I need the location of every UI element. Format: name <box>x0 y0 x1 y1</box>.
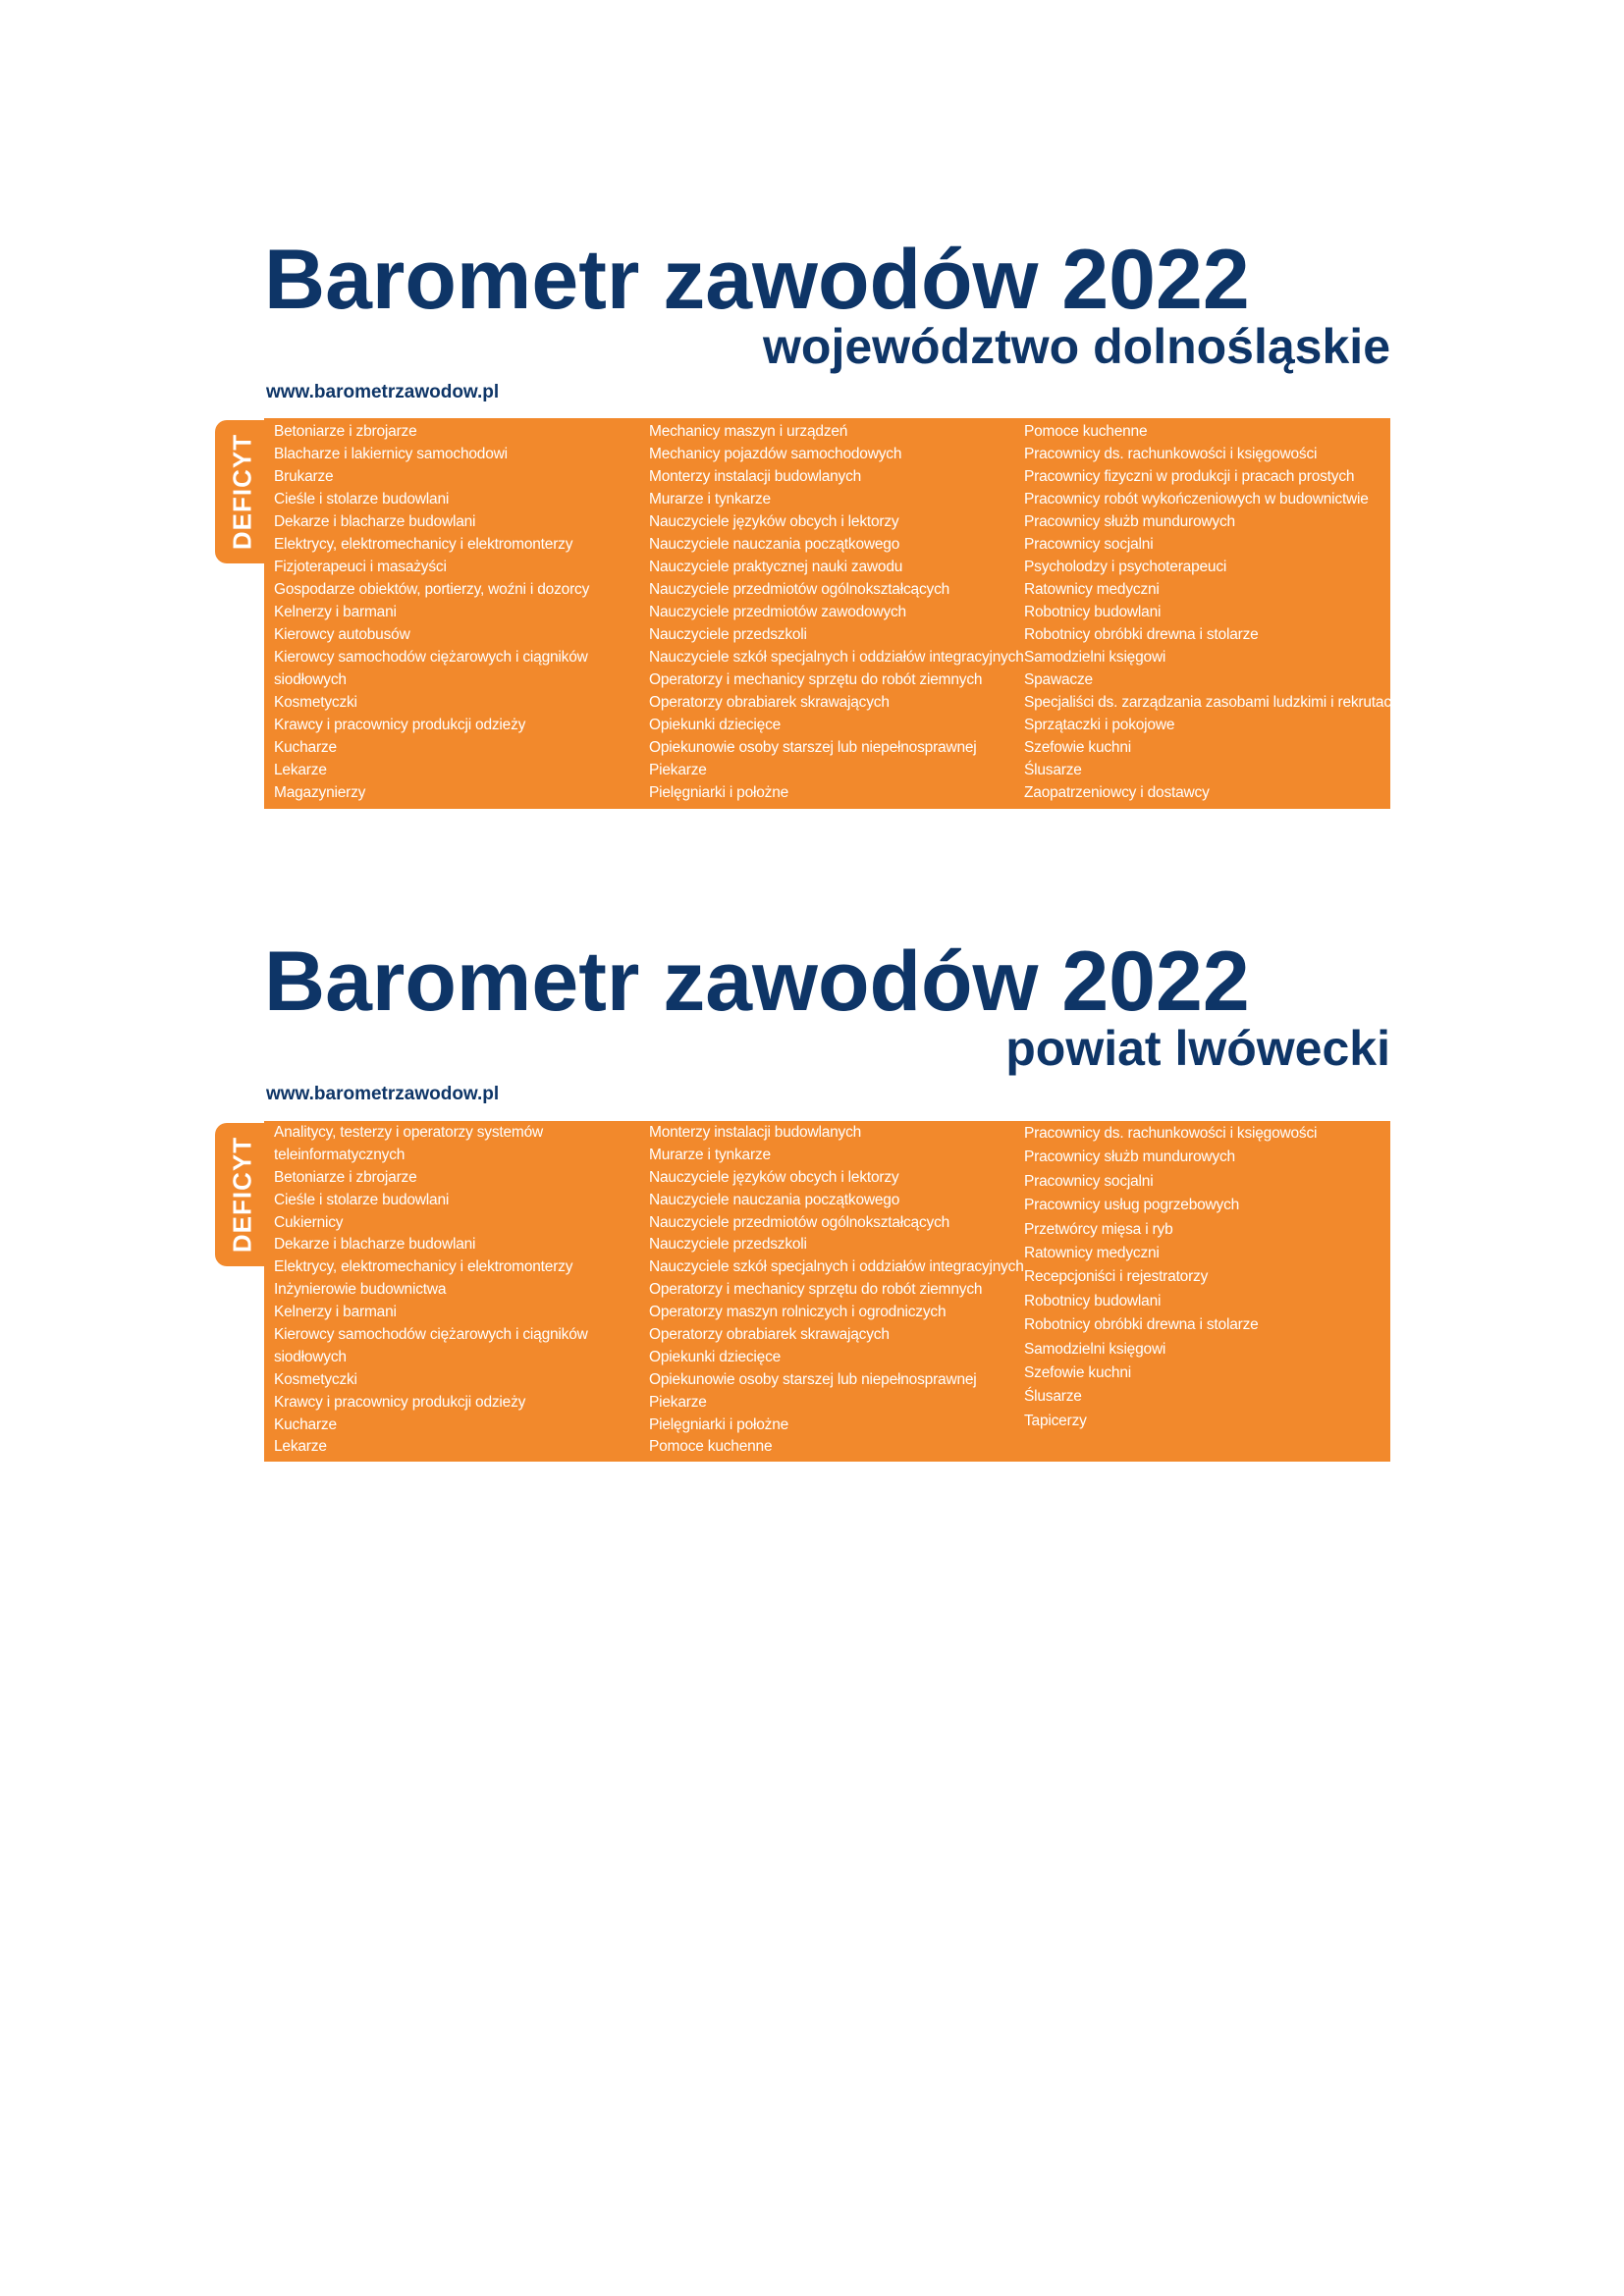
occupation-item: Ratownicy medyczni <box>1024 581 1160 598</box>
occupation-item: Operatorzy maszyn rolniczych i ogrodniczych <box>649 1304 947 1321</box>
occupation-item: Fizjoterapeuci i masażyści <box>274 559 447 575</box>
occupation-item: Ratownicy medyczni <box>1024 1244 1160 1261</box>
occupation-item: Kierowcy autobusów <box>274 626 410 643</box>
occupation-item: Cieśle i stolarze budowlani <box>274 1191 450 1208</box>
occupation-item: Ślusarze <box>1024 1388 1082 1406</box>
occupation-item: Nauczyciele szkół specjalnych i oddziałów integracyjnych <box>649 649 1024 666</box>
occupation-column-1 <box>274 1122 588 1459</box>
occupation-item: siodłowych <box>274 671 347 688</box>
occupation-item: Lekarze <box>274 1438 327 1456</box>
occupation-item: Kosmetyczki <box>274 694 357 711</box>
occupation-item: teleinformatycznych <box>274 1146 406 1163</box>
section-title: Barometr zawodów 2022 <box>264 233 1250 327</box>
occupation-item: Pracownicy służb mundurowych <box>1024 1148 1235 1166</box>
occupation-item: Pracownicy robót wykończeniowych w budownictwie <box>1024 491 1369 507</box>
deficit-panel <box>227 1121 1390 1462</box>
occupation-item: Nauczyciele przedszkoli <box>649 626 807 643</box>
barometer-section-voivodeship <box>227 226 1398 815</box>
deficit-tab <box>215 1123 270 1266</box>
occupation-item: Pracownicy socjalni <box>1024 536 1154 553</box>
occupation-item: Przetwórcy mięsa i ryb <box>1024 1220 1173 1238</box>
deficit-tab-label: DEFICYT <box>227 1136 257 1254</box>
occupation-item: Robotnicy budowlani <box>1024 604 1162 620</box>
section-subtitle: powiat lwówecki <box>1005 1021 1390 1076</box>
occupation-item: Pracownicy ds. rachunkowości i księgowości <box>1024 446 1318 462</box>
section-title: Barometr zawodów 2022 <box>264 934 1250 1029</box>
occupation-item: Operatorzy obrabiarek skrawających <box>649 1326 890 1344</box>
occupation-item: Robotnicy obróbki drewna i stolarze <box>1024 626 1259 643</box>
occupation-item: Piekarze <box>649 762 707 778</box>
occupation-item: Pracownicy fizyczni w produkcji i pracach prostych <box>1024 468 1355 485</box>
occupation-item: Nauczyciele nauczania początkowego <box>649 1191 900 1208</box>
occupation-item: Szefowie kuchni <box>1024 739 1132 756</box>
occupation-item: Kierowcy samochodów ciężarowych i ciągników <box>274 1326 588 1344</box>
occupation-item: Monterzy instalacji budowlanych <box>649 468 862 485</box>
website-url: www.barometrzawodow.pl <box>266 382 500 402</box>
occupation-item: Samodzielni księgowi <box>1024 649 1166 666</box>
occupation-item: Operatorzy i mechanicy sprzętu do robót ziemnych <box>649 671 983 688</box>
occupation-item: Opiekunki dziecięce <box>649 717 782 733</box>
occupation-item: Pracownicy socjalni <box>1024 1172 1154 1190</box>
occupation-item: Pomoce kuchenne <box>649 1438 773 1456</box>
occupation-item: Kierowcy samochodów ciężarowych i ciągników <box>274 649 588 666</box>
occupation-item: Sprzątaczki i pokojowe <box>1024 717 1175 733</box>
website-url: www.barometrzawodow.pl <box>266 1084 500 1104</box>
occupation-item: Elektrycy, elektromechanicy i elektromonterzy <box>274 1258 573 1276</box>
occupation-item: Mechanicy maszyn i urządzeń <box>649 423 848 440</box>
occupation-item: Opiekunowie osoby starszej lub niepełnosprawnej <box>649 739 977 756</box>
occupation-item: Elektrycy, elektromechanicy i elektromonterzy <box>274 536 573 553</box>
deficit-tab <box>215 420 270 563</box>
occupation-item: Cieśle i stolarze budowlani <box>274 491 450 507</box>
occupation-column-3 <box>1024 420 1397 804</box>
occupation-column-3 <box>1024 1122 1317 1433</box>
occupation-item: Pracownicy służb mundurowych <box>1024 513 1235 530</box>
occupation-item: Kucharze <box>274 739 337 756</box>
occupation-item: Psycholodzy i psychoterapeuci <box>1024 559 1227 575</box>
occupation-item: Robotnicy budowlani <box>1024 1292 1162 1309</box>
occupation-item: Opiekunowie osoby starszej lub niepełnosprawnej <box>649 1370 977 1388</box>
occupation-item: Pielęgniarki i położne <box>649 1415 789 1433</box>
occupation-item: Szefowie kuchni <box>1024 1363 1132 1381</box>
occupation-item: Pracownicy ds. rachunkowości i księgowości <box>1024 1125 1318 1142</box>
occupation-item: Kelnerzy i barmani <box>274 604 397 620</box>
occupation-item: Samodzielni księgowi <box>1024 1340 1166 1358</box>
occupation-item: Specjaliści ds. zarządzania zasobami ludzkimi i rekrutacji <box>1024 694 1398 711</box>
occupation-item: Pielęgniarki i położne <box>649 784 789 801</box>
occupation-item: Spawacze <box>1024 671 1093 688</box>
occupation-item: Ślusarze <box>1024 762 1082 778</box>
occupation-item: Dekarze i blacharze budowlani <box>274 513 476 530</box>
occupation-item: Betoniarze i zbrojarze <box>274 1168 417 1186</box>
occupation-item: Nauczyciele przedmiotów zawodowych <box>649 604 906 620</box>
occupation-item: siodłowych <box>274 1348 347 1365</box>
occupation-item: Cukiernicy <box>274 1213 344 1231</box>
occupation-item: Lekarze <box>274 762 327 778</box>
occupation-item: Blacharze i lakiernicy samochodowi <box>274 446 508 462</box>
occupation-item: Murarze i tynkarze <box>649 491 771 507</box>
occupation-item: Nauczyciele języków obcych i lektorzy <box>649 513 899 530</box>
occupation-item: Monterzy instalacji budowlanych <box>649 1124 862 1141</box>
occupation-item: Nauczyciele języków obcych i lektorzy <box>649 1168 899 1186</box>
occupation-item: Robotnicy obróbki drewna i stolarze <box>1024 1316 1259 1334</box>
occupation-item: Tapicerzy <box>1024 1412 1087 1429</box>
occupation-item: Zaopatrzeniowcy i dostawcy <box>1024 784 1210 801</box>
occupation-item: Operatorzy i mechanicy sprzętu do robót ziemnych <box>649 1281 983 1299</box>
deficit-tab-label: DEFICYT <box>227 433 257 551</box>
deficit-panel <box>227 418 1398 809</box>
occupation-item: Magazynierzy <box>274 784 366 801</box>
occupation-item: Recepcjoniści i rejestratorzy <box>1024 1268 1209 1286</box>
occupation-column-1 <box>274 420 589 804</box>
occupation-item: Analitycy, testerzy i operatorzy systemów <box>274 1124 544 1141</box>
occupation-item: Gospodarze obiektów, portierzy, woźni i dozorcy <box>274 581 590 598</box>
section-subtitle: województwo dolnośląskie <box>763 319 1390 374</box>
occupation-item: Nauczyciele przedmiotów ogólnokształcących <box>649 581 950 598</box>
occupation-item: Nauczyciele szkół specjalnych i oddziałów integracyjnych <box>649 1258 1024 1276</box>
barometer-section-county <box>227 928 1390 1477</box>
occupation-item: Kosmetyczki <box>274 1370 357 1388</box>
occupation-item: Dekarze i blacharze budowlani <box>274 1236 476 1254</box>
occupation-item: Operatorzy obrabiarek skrawających <box>649 694 890 711</box>
occupation-item: Betoniarze i zbrojarze <box>274 423 417 440</box>
occupation-item: Kucharze <box>274 1415 337 1433</box>
occupation-item: Mechanicy pojazdów samochodowych <box>649 446 902 462</box>
occupation-item: Brukarze <box>274 468 334 485</box>
occupation-item: Opiekunki dziecięce <box>649 1348 782 1365</box>
occupation-item: Nauczyciele nauczania początkowego <box>649 536 900 553</box>
occupation-item: Inżynierowie budownictwa <box>274 1281 447 1299</box>
occupation-item: Krawcy i pracownicy produkcji odzieży <box>274 717 526 733</box>
occupation-item: Nauczyciele praktycznej nauki zawodu <box>649 559 903 575</box>
occupation-column-2 <box>649 1122 1024 1459</box>
occupation-item: Kelnerzy i barmani <box>274 1304 397 1321</box>
occupation-item: Pracownicy usług pogrzebowych <box>1024 1197 1240 1214</box>
occupation-item: Piekarze <box>649 1393 707 1411</box>
occupation-item: Nauczyciele przedszkoli <box>649 1236 807 1254</box>
occupation-item: Nauczyciele przedmiotów ogólnokształcących <box>649 1213 950 1231</box>
occupation-column-2 <box>649 420 1024 804</box>
occupation-item: Murarze i tynkarze <box>649 1146 771 1163</box>
occupation-item: Pomoce kuchenne <box>1024 423 1148 440</box>
occupation-item: Krawcy i pracownicy produkcji odzieży <box>274 1393 526 1411</box>
